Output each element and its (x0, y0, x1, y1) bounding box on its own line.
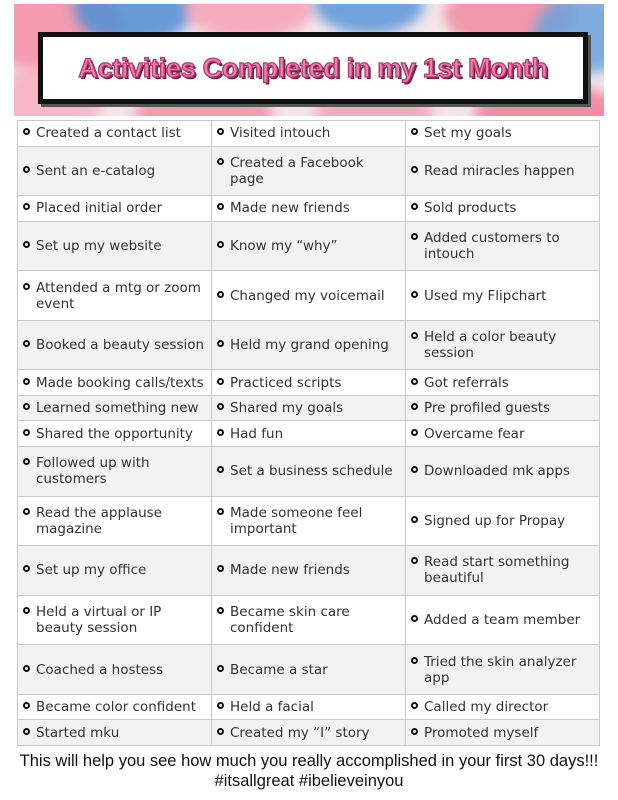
activity-cell (212, 645, 406, 695)
activity-cell (212, 221, 406, 271)
circle-bullet-icon (217, 340, 224, 347)
activity-cell (18, 694, 212, 720)
activity-item (23, 337, 207, 353)
circle-bullet-icon (23, 128, 30, 135)
circle-bullet-icon (411, 615, 418, 622)
activity-cell (406, 395, 600, 421)
circle-bullet-icon (217, 429, 224, 436)
activity-item (23, 200, 207, 216)
activity-label: Changed my voicemail (230, 287, 385, 304)
circle-bullet-icon (217, 565, 224, 572)
activity-label: Set up my website (36, 237, 162, 254)
activity-item (411, 400, 595, 416)
table-row (18, 496, 600, 546)
circle-bullet-icon (217, 241, 224, 248)
activity-item (23, 505, 207, 537)
activity-cell (212, 146, 406, 196)
table-row (18, 446, 600, 496)
title-box (38, 32, 588, 104)
activity-label: Used my Flipchart (424, 287, 547, 304)
activity-item (217, 400, 401, 416)
page-title: Activities Completed in my 1st Month (78, 52, 548, 83)
activity-cell (406, 720, 600, 746)
footer-hashtags: #itsallgreat #ibelieveinyou (214, 772, 404, 790)
activity-cell (406, 645, 600, 695)
circle-bullet-icon (411, 466, 418, 473)
activity-label: Learned something new (36, 400, 199, 417)
activity-cell (406, 421, 600, 447)
activity-cell (18, 421, 212, 447)
activity-item (411, 463, 595, 479)
activity-item (23, 455, 207, 487)
activity-item (411, 554, 595, 586)
activity-cell (18, 645, 212, 695)
circle-bullet-icon (217, 607, 224, 614)
activity-item (217, 505, 401, 537)
circle-bullet-icon (217, 466, 224, 473)
activity-cell (406, 595, 600, 645)
activity-label: Promoted myself (424, 724, 539, 741)
activity-cell (18, 496, 212, 546)
activity-item (23, 426, 207, 442)
activity-cell (212, 370, 406, 396)
activity-item (23, 280, 207, 312)
activity-item (23, 400, 207, 416)
activity-cell (406, 146, 600, 196)
activity-item (217, 426, 401, 442)
circle-bullet-icon (411, 429, 418, 436)
circle-bullet-icon (23, 565, 30, 572)
activity-cell (18, 146, 212, 196)
activity-label: Made new friends (230, 200, 350, 217)
circle-bullet-icon (411, 332, 418, 339)
activity-item (411, 288, 595, 304)
activity-cell (212, 595, 406, 645)
activity-cell (406, 496, 600, 546)
activity-item (217, 604, 401, 636)
circle-bullet-icon (23, 283, 30, 290)
activity-label: Attended a mtg or zoom event (36, 279, 201, 312)
activity-item (411, 513, 595, 529)
activity-item (411, 230, 595, 262)
activity-cell (212, 121, 406, 147)
activity-cell (406, 446, 600, 496)
table-row (18, 370, 600, 396)
circle-bullet-icon (23, 702, 30, 709)
activity-label: Got referrals (424, 374, 509, 391)
circle-bullet-icon (411, 291, 418, 298)
circle-bullet-icon (411, 203, 418, 210)
activity-cell (212, 720, 406, 746)
circle-bullet-icon (23, 429, 30, 436)
circle-bullet-icon (217, 728, 224, 735)
activity-label: Practiced scripts (230, 374, 342, 391)
activity-label: Held a color beauty session (424, 329, 557, 362)
circle-bullet-icon (23, 728, 30, 735)
circle-bullet-icon (411, 128, 418, 135)
activity-cell (212, 694, 406, 720)
activity-item (411, 163, 595, 179)
activity-cell (406, 320, 600, 370)
activity-item (217, 662, 401, 678)
circle-bullet-icon (217, 291, 224, 298)
activity-cell (18, 546, 212, 596)
activity-cell (406, 121, 600, 147)
activity-label: Started mku (36, 724, 120, 741)
activity-item (411, 200, 595, 216)
activity-cell (406, 546, 600, 596)
activity-cell (406, 271, 600, 321)
activity-label: Set up my office (36, 562, 147, 579)
activity-item (217, 375, 401, 391)
activity-item (217, 337, 401, 353)
activity-cell (18, 221, 212, 271)
activity-label: Overcame fear (424, 425, 525, 442)
activity-item (411, 426, 595, 442)
activity-label: Made someone feel important (230, 504, 363, 537)
activity-item (23, 238, 207, 254)
circle-bullet-icon (217, 665, 224, 672)
activity-cell (406, 221, 600, 271)
circle-bullet-icon (217, 158, 224, 165)
activity-cell (212, 421, 406, 447)
circle-bullet-icon (411, 166, 418, 173)
table-row (18, 595, 600, 645)
activity-item (217, 699, 401, 715)
circle-bullet-icon (23, 403, 30, 410)
activity-label: Coached a hostess (36, 661, 164, 678)
activity-item (411, 699, 595, 715)
activity-item (23, 699, 207, 715)
activity-item (23, 163, 207, 179)
activity-item (411, 654, 595, 686)
activity-label: Became skin care confident (230, 603, 350, 636)
activity-label: Visited intouch (230, 125, 331, 142)
activity-label: Booked a beauty session (36, 337, 205, 354)
activity-cell (18, 446, 212, 496)
circle-bullet-icon (23, 665, 30, 672)
activity-label: Became color confident (36, 699, 197, 716)
circle-bullet-icon (411, 378, 418, 385)
activity-label: Set my goals (424, 125, 512, 142)
activities-table (17, 120, 600, 746)
activity-label: Shared the opportunity (36, 425, 193, 442)
activity-cell (18, 121, 212, 147)
activity-label: Signed up for Propay (424, 512, 566, 529)
circle-bullet-icon (23, 166, 30, 173)
activity-label: Downloaded mk apps (424, 463, 570, 480)
circle-bullet-icon (411, 233, 418, 240)
circle-bullet-icon (411, 403, 418, 410)
circle-bullet-icon (217, 128, 224, 135)
activity-label: Pre profiled guests (424, 400, 551, 417)
activity-item (23, 604, 207, 636)
activity-label: Called my director (424, 699, 549, 716)
activity-item (217, 238, 401, 254)
activity-label: Sold products (424, 200, 517, 217)
activity-item (411, 725, 595, 741)
circle-bullet-icon (217, 378, 224, 385)
circle-bullet-icon (23, 241, 30, 248)
circle-bullet-icon (411, 728, 418, 735)
circle-bullet-icon (23, 508, 30, 515)
circle-bullet-icon (217, 203, 224, 210)
table-row (18, 271, 600, 321)
activity-item (411, 612, 595, 628)
activity-cell (406, 694, 600, 720)
circle-bullet-icon (217, 508, 224, 515)
circle-bullet-icon (23, 340, 30, 347)
activity-label: Made new friends (230, 562, 350, 579)
table-row (18, 146, 600, 196)
activity-label: Know my “why” (230, 237, 338, 254)
activity-item (411, 375, 595, 391)
activity-cell (18, 370, 212, 396)
activity-cell (212, 196, 406, 222)
activity-cell (212, 395, 406, 421)
activity-item (23, 662, 207, 678)
activity-cell (406, 370, 600, 396)
activity-label: Created my “I” story (230, 724, 370, 741)
watercolor-banner (14, 4, 604, 116)
table-row (18, 421, 600, 447)
activity-label: Had fun (230, 425, 284, 442)
activity-cell (212, 320, 406, 370)
activity-cell (212, 546, 406, 596)
activity-cell (212, 446, 406, 496)
activity-label: Set a business schedule (230, 463, 393, 480)
activity-label: Read start something beautiful (424, 554, 570, 587)
activity-item (411, 125, 595, 141)
activity-label: Made booking calls/texts (36, 374, 204, 391)
activity-item (217, 125, 401, 141)
activity-cell (212, 271, 406, 321)
circle-bullet-icon (23, 458, 30, 465)
circle-bullet-icon (411, 702, 418, 709)
activity-cell (18, 196, 212, 222)
circle-bullet-icon (217, 403, 224, 410)
activity-label: Followed up with customers (36, 455, 150, 488)
footer-message: This will help you see how much you really accomplished in your first 30 days!!! (19, 752, 599, 770)
activity-item (23, 375, 207, 391)
table-row (18, 720, 600, 746)
activity-item (23, 725, 207, 741)
activity-label: Read miracles happen (424, 162, 575, 179)
circle-bullet-icon (23, 203, 30, 210)
activity-label: Held a virtual or IP beauty session (36, 603, 162, 636)
activity-label: Held a facial (230, 699, 314, 716)
activity-label: Shared my goals (230, 400, 344, 417)
circle-bullet-icon (217, 702, 224, 709)
activity-label: Sent an e-catalog (36, 162, 156, 179)
activity-cell (18, 395, 212, 421)
table-row (18, 645, 600, 695)
circle-bullet-icon (411, 516, 418, 523)
activity-label: Created a Facebook page (230, 154, 364, 187)
activity-label: Added customers to intouch (424, 229, 560, 262)
table-row (18, 395, 600, 421)
circle-bullet-icon (23, 378, 30, 385)
activity-item (217, 463, 401, 479)
activity-cell (18, 595, 212, 645)
table-row (18, 546, 600, 596)
table-row (18, 694, 600, 720)
table-row (18, 320, 600, 370)
activity-label: Became a star (230, 661, 328, 678)
activity-item (217, 288, 401, 304)
table-row (18, 221, 600, 271)
activity-item (217, 200, 401, 216)
activity-label: Placed initial order (36, 200, 163, 217)
activity-item (217, 155, 401, 187)
activity-item (23, 125, 207, 141)
circle-bullet-icon (23, 607, 30, 614)
activity-label: Held my grand opening (230, 337, 389, 354)
activity-item (217, 562, 401, 578)
table-row (18, 196, 600, 222)
activity-item (411, 329, 595, 361)
activity-label: Added a team member (424, 611, 581, 628)
table-row (18, 121, 600, 147)
activity-label: Read the applause magazine (36, 504, 162, 537)
activity-cell (18, 271, 212, 321)
activity-item (217, 725, 401, 741)
activity-cell (406, 196, 600, 222)
activity-cell (212, 496, 406, 546)
activity-label: Tried the skin analyzer app (424, 653, 577, 686)
activity-cell (18, 720, 212, 746)
circle-bullet-icon (411, 657, 418, 664)
activity-item (23, 562, 207, 578)
activity-cell (18, 320, 212, 370)
activity-label: Created a contact list (36, 125, 181, 142)
circle-bullet-icon (411, 557, 418, 564)
